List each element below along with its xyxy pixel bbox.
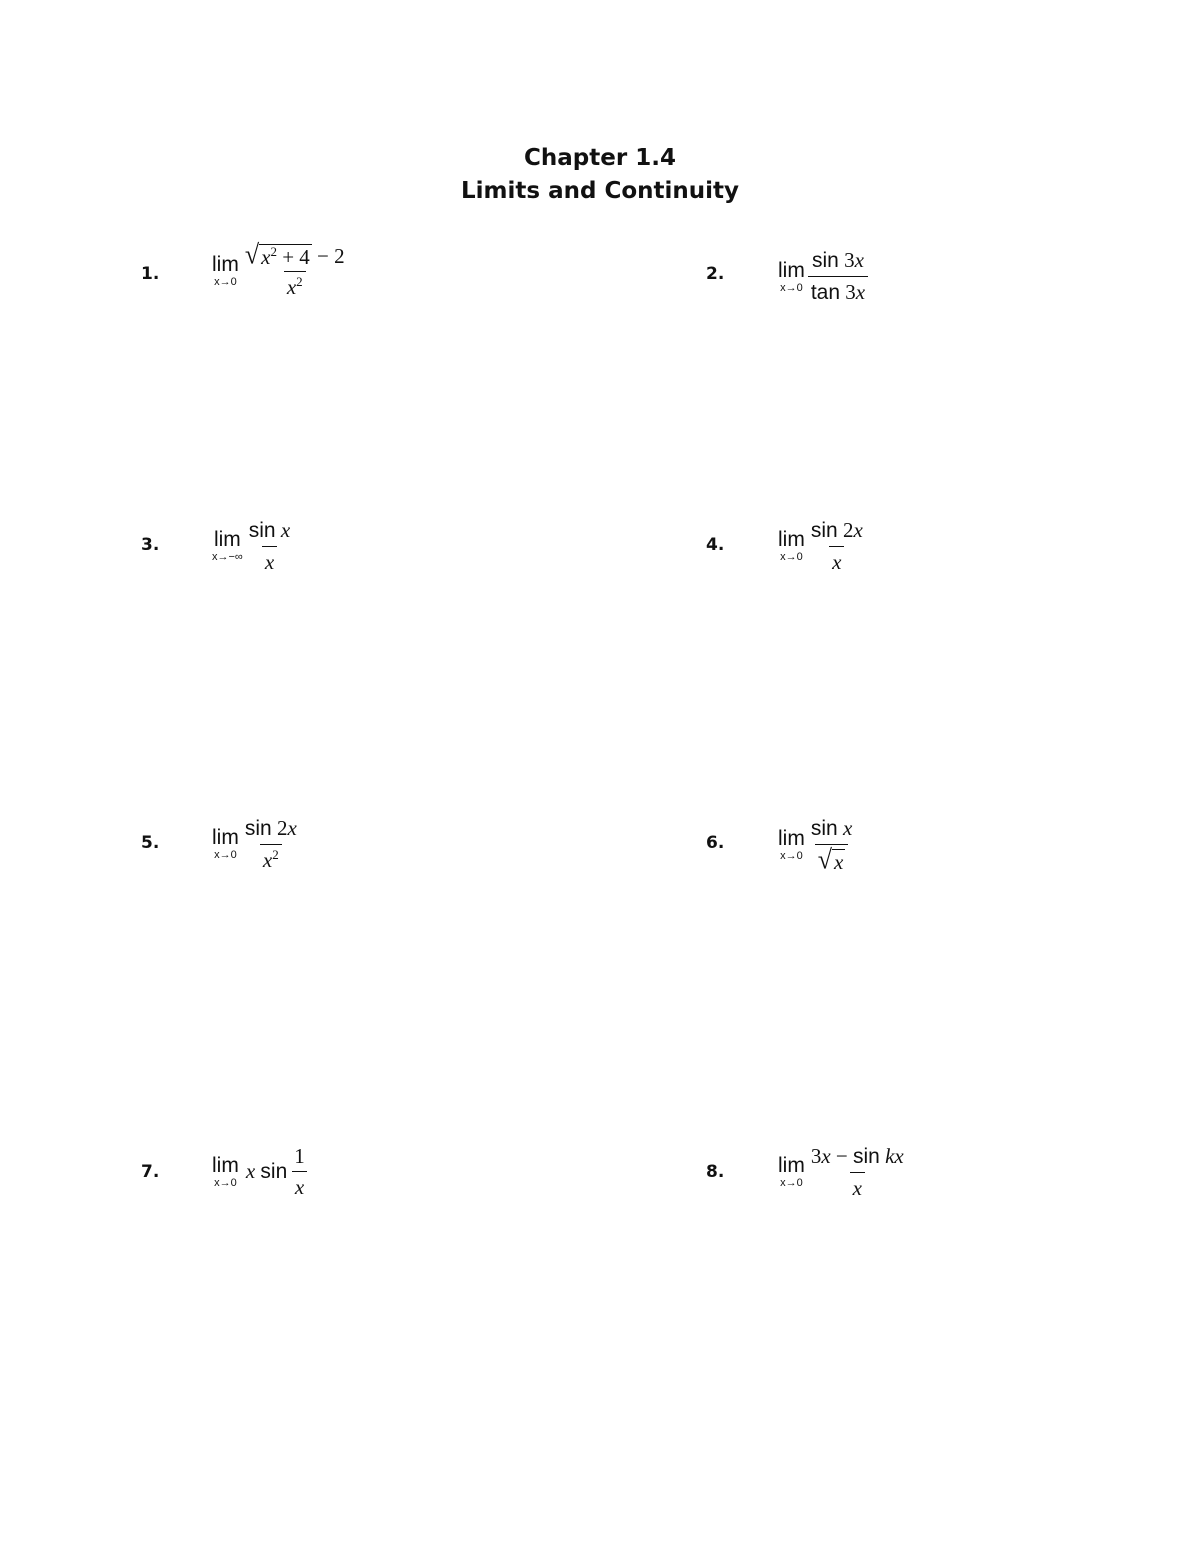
numerator: 1	[294, 1144, 305, 1168]
denominator: tan 3x	[808, 276, 868, 306]
problem-2-expression	[778, 247, 868, 306]
problem-1-expression	[212, 239, 348, 300]
problem-4-number: 4.	[706, 535, 725, 555]
numerator: sin x	[810, 816, 853, 840]
problem-1-number: 1.	[141, 264, 160, 284]
denominator: x	[292, 1171, 307, 1200]
fraction	[246, 517, 293, 575]
denominator: x	[850, 1172, 865, 1201]
limit-operator: lim x→0	[212, 826, 239, 861]
fraction	[242, 815, 300, 873]
denominator: $x^2$	[284, 271, 306, 300]
limit-operator: lim x→0	[212, 1153, 239, 1189]
limit-operator: lim x→0	[778, 1154, 805, 1189]
limit-operator: lim x→0	[778, 528, 805, 563]
problem-8-number: 8.	[706, 1162, 725, 1182]
section-subtitle: Limits and Continuity	[461, 178, 739, 204]
problem-4-expression	[778, 517, 866, 575]
problem-5-number: 5.	[141, 833, 160, 853]
numerator: sin 2x	[244, 816, 297, 840]
denominator: x	[262, 546, 277, 575]
problem-2-number: 2.	[706, 264, 725, 284]
problem-6-expression	[778, 815, 855, 874]
problem-7-expression	[212, 1143, 308, 1200]
numerator: sin x	[248, 518, 291, 542]
prefix-factor: x sin	[245, 1159, 288, 1183]
problem-3-expression	[212, 517, 293, 575]
chapter-title: Chapter 1.4	[524, 145, 676, 171]
limit-operator: lim x→0	[212, 253, 239, 288]
limit-operator: lim x→0	[778, 258, 805, 294]
denominator: $x^2$	[260, 844, 282, 873]
numerator: sin 3x	[812, 248, 864, 272]
problem-7-number: 7.	[141, 1162, 160, 1182]
limit-operator: lim x→0	[778, 826, 805, 862]
fraction	[808, 1143, 907, 1201]
fraction	[291, 1143, 308, 1200]
problem-5-expression	[212, 815, 300, 873]
numerator: 3x − sin kx	[810, 1144, 904, 1168]
fraction	[242, 239, 348, 300]
problem-6-number: 6.	[706, 833, 725, 853]
fraction	[808, 815, 855, 874]
fraction	[808, 517, 866, 575]
fraction	[808, 247, 868, 306]
numerator: √ $x^2 + 4$ − 2	[244, 239, 345, 270]
numerator: sin 2x	[810, 518, 863, 542]
denominator: √ x	[815, 844, 849, 874]
problem-3-number: 3.	[141, 535, 160, 555]
problem-8-expression	[778, 1143, 907, 1201]
limit-operator: lim x→−∞	[212, 528, 243, 563]
denominator: x	[829, 546, 844, 575]
